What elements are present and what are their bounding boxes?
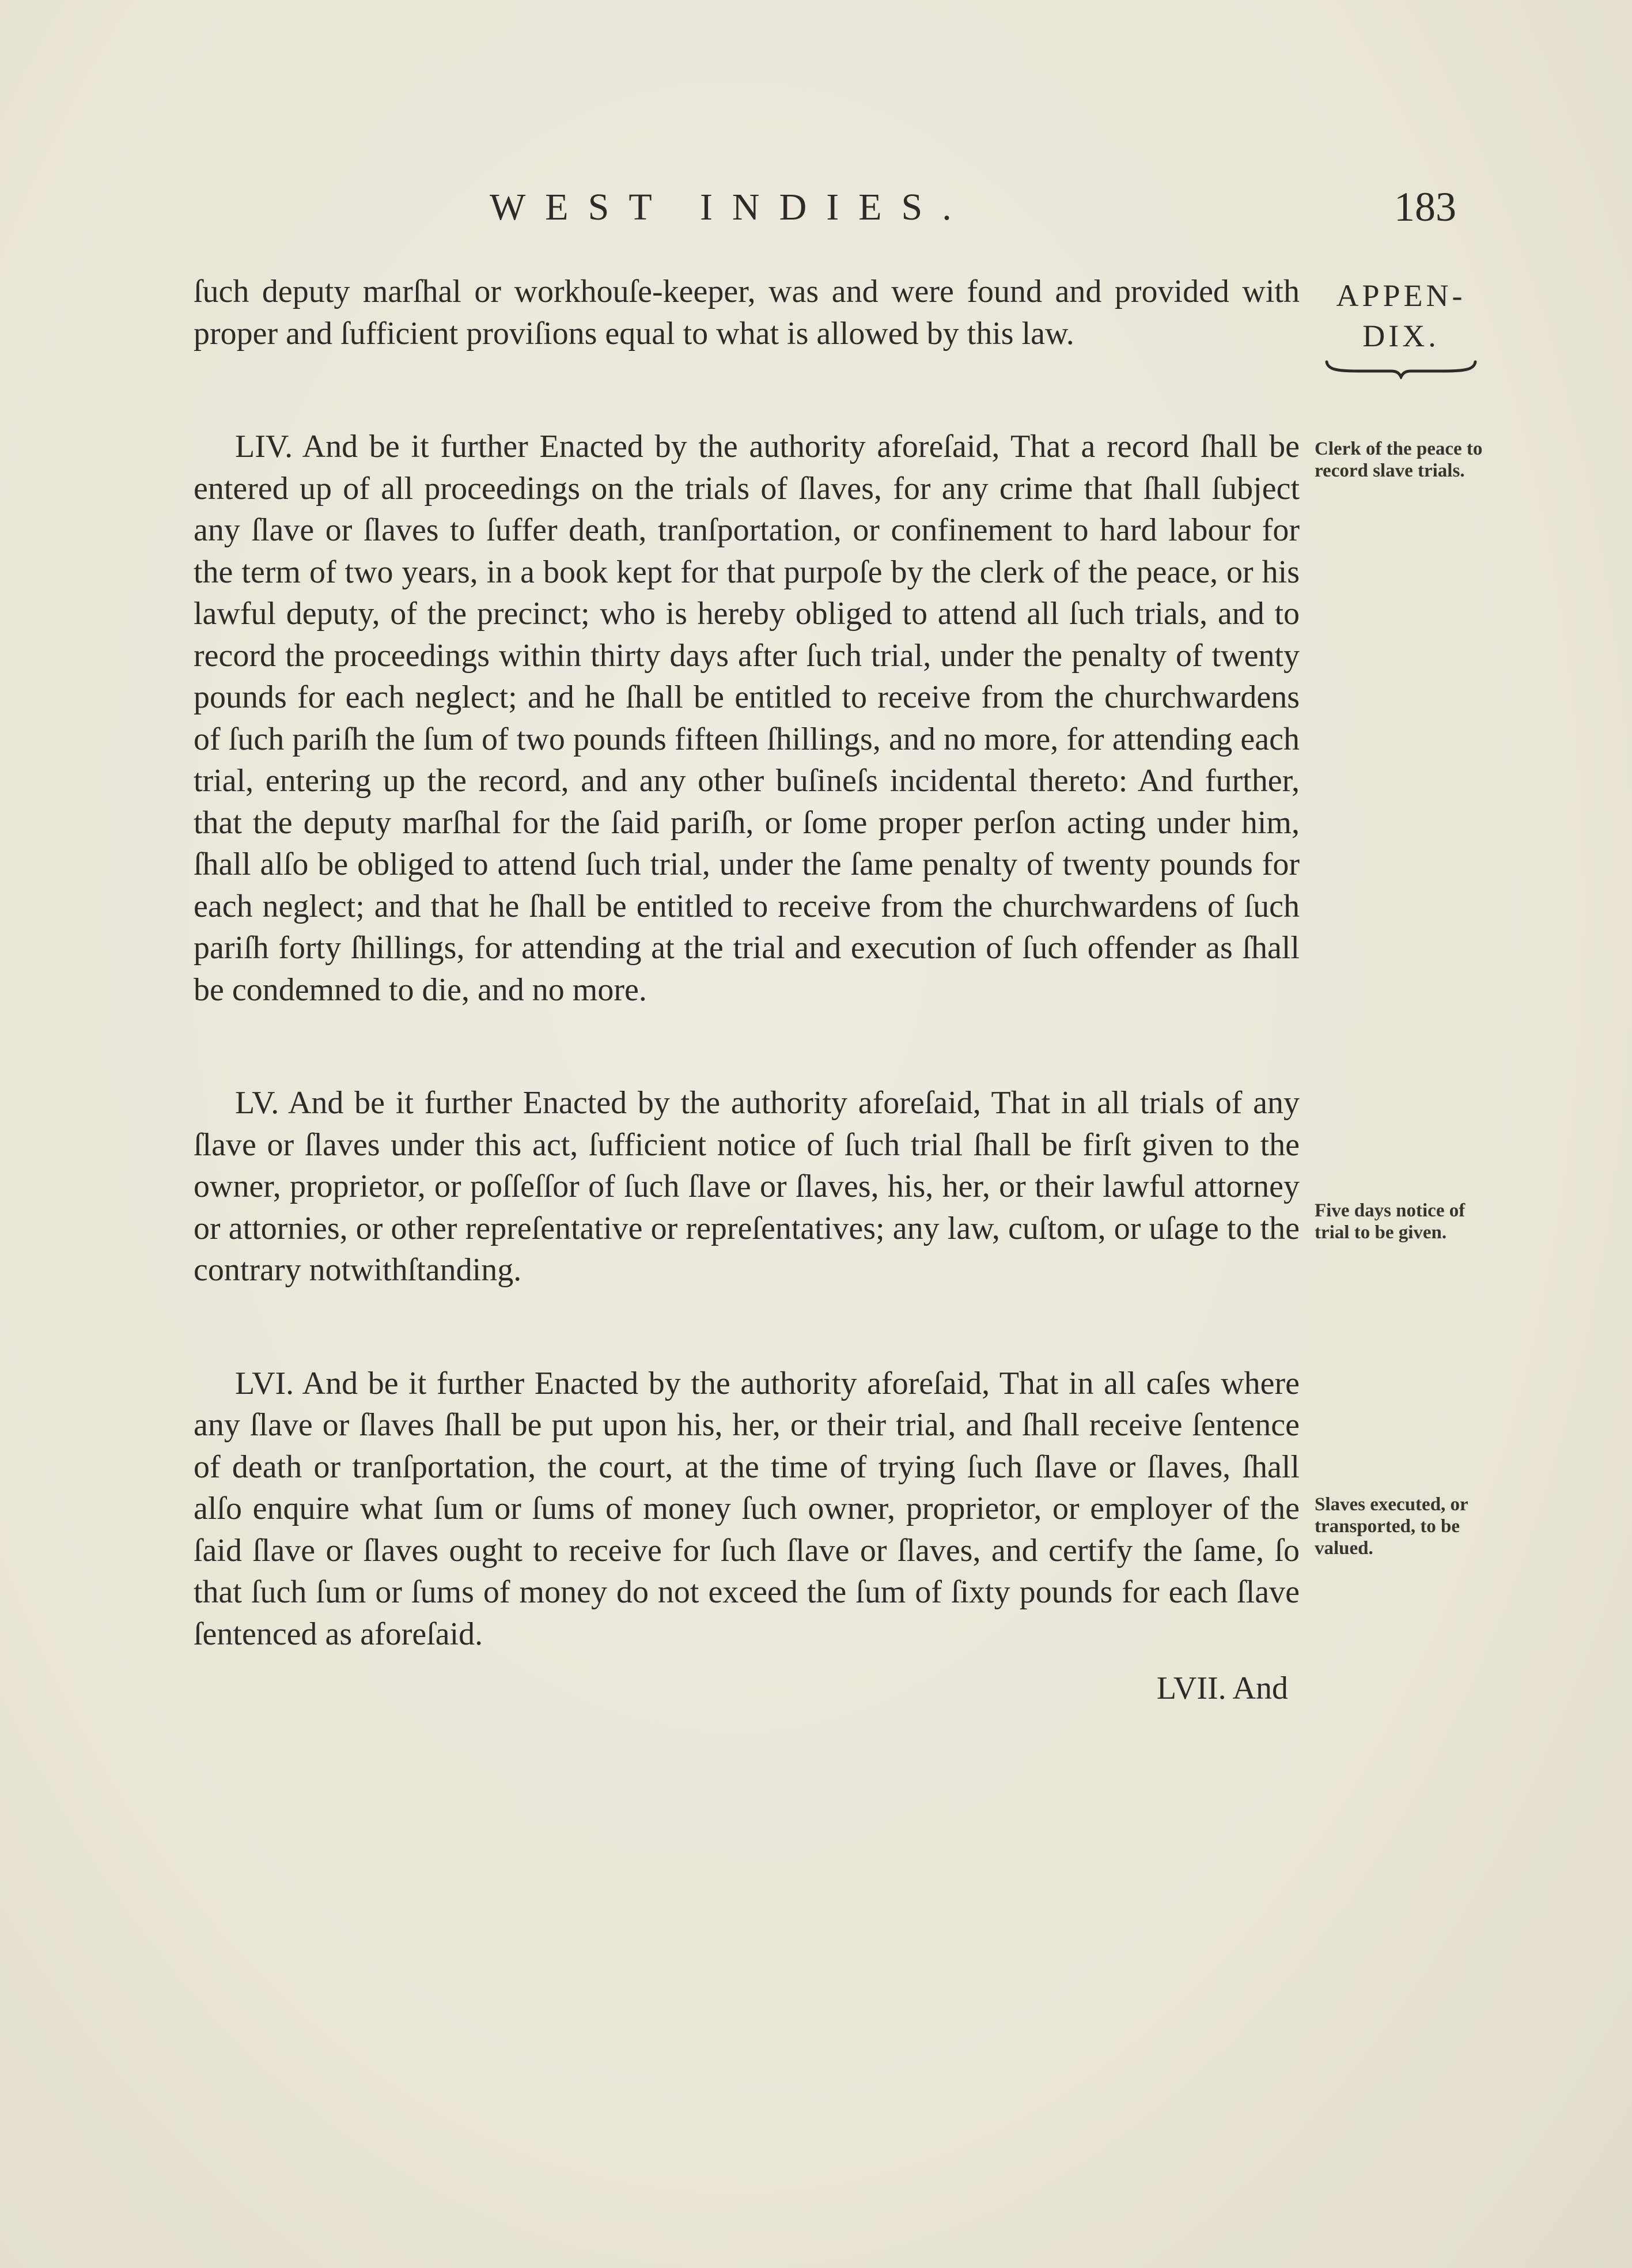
paragraph-section-lv: LV. And be it further Enacted by the authority aforeſaid, That in all trials of any ſlave or ſlaves under this act, ſufficient notice of ſuch trial ſhall be firſt given to the owner, proprietor, or poſſeſſor of ſuch ſlave or ſlaves, his, her, or their lawful attorney or attornies, or other repreſentative or repreſentatives; any law, cuſtom, or uſage to the contrary notwithſtanding. (194, 1085, 1300, 1288)
paragraph-section-lvi: LVI. And be it further Enacted by the authority aforeſaid, That in all caſes where any ſlave or ſlaves ſhall be put upon his, her, or their trial, and ſhall receive ſentence of death or tranſportation, the court, at the time of trying ſuch ſlave or ſlaves, ſhall alſo enquire what ſum or ſums of money ſuch owner, proprietor, or employer of the ſaid ſlave or ſlaves ought to receive for ſuch ſlave or ſlaves, and certify the ſame, ſo that ſuch ſum or ſums of money do not exceed the ſum of ſixty pounds for each ſlave ſentenced as aforeſaid. (194, 1365, 1300, 1652)
page-number: 183 (1394, 184, 1456, 230)
margin-note-lvi: Slaves executed, or transported, to be valued. (1315, 1494, 1468, 1559)
appendix-label-line-2: DIX. (1362, 319, 1440, 353)
running-head-title: WEST INDIES. (490, 186, 971, 228)
main-text (194, 271, 1300, 1709)
appendix-brace-ornament (1323, 358, 1479, 379)
paragraph-section-liv: LIV. And be it further Enacted by the authority aforeſaid, That a record ſhall be entered up of all proceedings on the trials of ſlaves, for any crime that ſhall ſubject any ſlave or ſlaves to ſuffer death, tranſportation, or confinement to hard labour for the term of two years, in a book kept for that purpoſe by the clerk of the peace, or his lawful deputy, of the precinct; who is hereby obliged to attend all ſuch trials, and to record the proceedings within thirty days after ſuch trial, under the penalty of twenty pounds for each neglect; and he ſhall be entitled to receive from the churchwardens of ſuch pariſh the ſum of two pounds fifteen ſhillings, and no more, for attending each trial, entering up the record, and any other buſineſs incidental thereto: And further, that the deputy marſhal for the ſaid pariſh, or ſome proper perſon acting under him, ſhall alſo be obliged to attend ſuch trial, under the ſame penalty of twenty pounds for each neglect; and that he ſhall be entitled to receive from the churchwardens of ſuch pariſh forty ſhillings, for attending at the trial and execution of ſuch offender as ſhall be condemned to die, and no more. (194, 429, 1300, 1008)
margin-note-lv: Five days notice of trial to be given. (1315, 1200, 1466, 1243)
margin-note-liv: Clerk of the peace to record slave trials. (1315, 439, 1483, 481)
paragraph-continuation: ſuch deputy marſhal or workhouſe-keeper, was and were found and provided with proper and ſufficient proviſions equal to what is allowed by this law. (194, 274, 1300, 351)
appendix-marginal-heading (1315, 275, 1487, 379)
catchword: LVII. And (1156, 1670, 1288, 1706)
running-head (0, 173, 1632, 242)
appendix-label-line-1: APPEN- (1336, 278, 1466, 313)
